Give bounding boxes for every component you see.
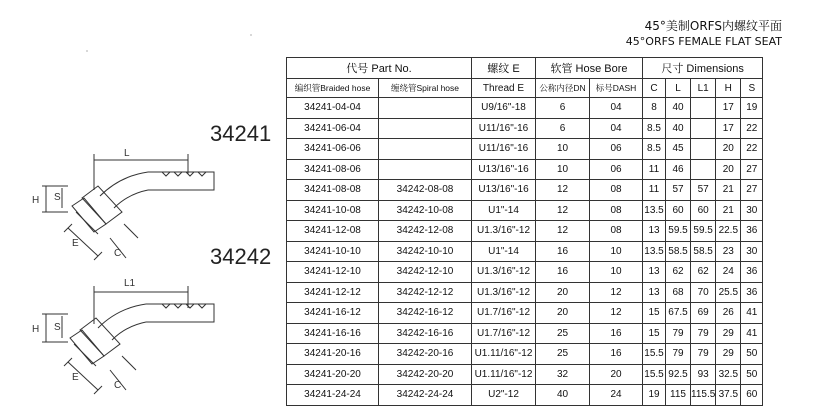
cell-dash: 12 — [590, 282, 643, 303]
cell-braided-part-no: 34241-20-20 — [287, 364, 379, 385]
cell-dash: 08 — [590, 180, 643, 201]
cell-dim-l1: 69 — [691, 303, 716, 324]
cell-dim-s: 36 — [741, 282, 763, 303]
table-row — [287, 241, 763, 262]
cell-thread: U1.7/16"-12 — [472, 323, 536, 344]
header-thread: 螺纹 E — [472, 58, 536, 79]
cell-dash: 08 — [590, 200, 643, 221]
table-row — [287, 159, 763, 180]
cell-dim-l1: 62 — [691, 262, 716, 283]
cell-braided-part-no: 34241-10-10 — [287, 241, 379, 262]
cell-braided-part-no: 34241-04-04 — [287, 98, 379, 119]
cell-dim-c: 8 — [643, 98, 666, 119]
header-braided-hose: 编织管Braided hose — [287, 79, 379, 98]
cell-thread: U2"-12 — [472, 385, 536, 406]
cell-dim-h: 26 — [716, 303, 741, 324]
cell-dim-s: 36 — [741, 262, 763, 283]
cell-spiral-part-no: 34242-12-08 — [379, 221, 472, 242]
cell-dim-l1: 79 — [691, 344, 716, 365]
cell-thread: U1.3/16"-12 — [472, 282, 536, 303]
cell-dim-h: 25.5 — [716, 282, 741, 303]
cell-dn: 12 — [536, 180, 590, 201]
cell-dim-l: 59.5 — [666, 221, 691, 242]
header-dimensions: 尺寸 Dimensions — [643, 58, 763, 79]
cell-dash: 08 — [590, 221, 643, 242]
header-s: S — [741, 79, 763, 98]
cell-thread: U1"-14 — [472, 200, 536, 221]
cell-dim-h: 20 — [716, 159, 741, 180]
cell-dash: 04 — [590, 98, 643, 119]
cell-braided-part-no: 34241-08-06 — [287, 159, 379, 180]
fitting-drawing-34241 — [28, 138, 238, 268]
cell-dim-h: 24 — [716, 262, 741, 283]
cell-dim-l: 62 — [666, 262, 691, 283]
cell-dim-l: 57 — [666, 180, 691, 201]
cell-dn: 10 — [536, 159, 590, 180]
cell-dim-s: 27 — [741, 159, 763, 180]
cell-braided-part-no: 34241-16-12 — [287, 303, 379, 324]
cell-spiral-part-no — [379, 118, 472, 139]
cell-dim-s: 30 — [741, 241, 763, 262]
cell-spiral-part-no — [379, 139, 472, 160]
cell-dim-l: 79 — [666, 323, 691, 344]
cell-dn: 20 — [536, 303, 590, 324]
cell-dn: 10 — [536, 139, 590, 160]
cell-dim-l1: 115.5 — [691, 385, 716, 406]
cell-dash: 04 — [590, 118, 643, 139]
cell-dn: 40 — [536, 385, 590, 406]
cell-dn: 6 — [536, 118, 590, 139]
spec-table — [286, 57, 763, 406]
cell-dn: 12 — [536, 200, 590, 221]
cell-thread: U11/16"-16 — [472, 118, 536, 139]
cell-dim-h: 29 — [716, 344, 741, 365]
title-english: 45°ORFS FEMALE FLAT SEAT — [625, 35, 782, 48]
table-row — [287, 282, 763, 303]
table-row — [287, 323, 763, 344]
cell-dash: 12 — [590, 303, 643, 324]
cell-dim-h: 23 — [716, 241, 741, 262]
header-dash: 标号DASH — [590, 79, 643, 98]
cell-dim-s: 22 — [741, 139, 763, 160]
cell-dn: 25 — [536, 323, 590, 344]
cell-dim-l: 40 — [666, 98, 691, 119]
table-row — [287, 98, 763, 119]
cell-braided-part-no: 34241-12-08 — [287, 221, 379, 242]
cell-dim-l1: 79 — [691, 323, 716, 344]
dim-label-C: C — [114, 248, 122, 259]
dim-label-S: S — [54, 322, 61, 333]
cell-spiral-part-no: 34242-20-20 — [379, 364, 472, 385]
cell-spiral-part-no: 34242-10-08 — [379, 200, 472, 221]
cell-dim-l1: 93 — [691, 364, 716, 385]
dim-label-H: H — [32, 324, 40, 335]
dim-label-C: C — [114, 380, 122, 391]
cell-dim-c: 13.5 — [643, 200, 666, 221]
dim-label-L: L — [124, 148, 130, 159]
cell-dash: 20 — [590, 364, 643, 385]
cell-dash: 16 — [590, 344, 643, 365]
cell-spiral-part-no: 34242-12-12 — [379, 282, 472, 303]
cell-dn: 6 — [536, 98, 590, 119]
part-label-34241: 34241 — [210, 121, 272, 146]
watermark-dot — [86, 50, 88, 52]
cell-dim-h: 22.5 — [716, 221, 741, 242]
dim-label-H: H — [32, 195, 40, 206]
cell-dim-c: 8.5 — [643, 118, 666, 139]
cell-dim-s: 50 — [741, 344, 763, 365]
cell-dim-h: 17 — [716, 118, 741, 139]
table-row — [287, 262, 763, 283]
header-hose-bore: 软管 Hose Bore — [536, 58, 643, 79]
cell-dim-l: 67.5 — [666, 303, 691, 324]
cell-dim-l: 79 — [666, 344, 691, 365]
part-label-34242: 34242 — [210, 244, 272, 269]
cell-dim-s: 30 — [741, 200, 763, 221]
cell-thread: U13/16"-16 — [472, 180, 536, 201]
cell-dim-c: 11 — [643, 180, 666, 201]
cell-braided-part-no: 34241-10-08 — [287, 200, 379, 221]
fitting-drawing-34242 — [28, 272, 238, 402]
cell-dim-c: 19 — [643, 385, 666, 406]
cell-dash: 16 — [590, 323, 643, 344]
cell-braided-part-no: 34241-12-10 — [287, 262, 379, 283]
cell-dim-h: 20 — [716, 139, 741, 160]
header-l: L — [666, 79, 691, 98]
cell-spiral-part-no: 34242-08-08 — [379, 180, 472, 201]
cell-dim-s: 19 — [741, 98, 763, 119]
cell-dim-c: 15 — [643, 323, 666, 344]
cell-dim-l1 — [691, 118, 716, 139]
cell-dim-c: 11 — [643, 159, 666, 180]
cell-dim-s: 27 — [741, 180, 763, 201]
cell-dim-l1 — [691, 98, 716, 119]
cell-thread: U1.3/16"-12 — [472, 221, 536, 242]
cell-dim-l1 — [691, 139, 716, 160]
cell-dim-c: 13.5 — [643, 241, 666, 262]
cell-dim-h: 21 — [716, 180, 741, 201]
cell-thread: U11/16"-16 — [472, 139, 536, 160]
table-row — [287, 180, 763, 201]
cell-thread: U1"-14 — [472, 241, 536, 262]
cell-dn: 16 — [536, 262, 590, 283]
cell-dim-c: 8.5 — [643, 139, 666, 160]
header-h: H — [716, 79, 741, 98]
cell-dn: 16 — [536, 241, 590, 262]
header-spiral-hose: 缠绕管Spiral hose — [379, 79, 472, 98]
cell-dim-l1: 57 — [691, 180, 716, 201]
table-row — [287, 200, 763, 221]
cell-dash: 06 — [590, 159, 643, 180]
cell-thread: U1.11/16"-12 — [472, 364, 536, 385]
cell-dim-l1: 58.5 — [691, 241, 716, 262]
cell-dim-l: 60 — [666, 200, 691, 221]
cell-spiral-part-no: 34242-16-12 — [379, 303, 472, 324]
cell-braided-part-no: 34241-08-08 — [287, 180, 379, 201]
cell-braided-part-no: 34241-16-16 — [287, 323, 379, 344]
cell-dim-s: 60 — [741, 385, 763, 406]
cell-spiral-part-no: 34242-12-10 — [379, 262, 472, 283]
cell-thread: U1.3/16"-12 — [472, 262, 536, 283]
header-dn: 公称内径DN — [536, 79, 590, 98]
cell-spiral-part-no — [379, 159, 472, 180]
cell-thread: U13/16"-16 — [472, 159, 536, 180]
cell-dn: 32 — [536, 364, 590, 385]
cell-dim-s: 41 — [741, 323, 763, 344]
header-part-no: 代号 Part No. — [287, 58, 472, 79]
cell-dim-h: 37.5 — [716, 385, 741, 406]
cell-dim-l1: 60 — [691, 200, 716, 221]
cell-dash: 10 — [590, 262, 643, 283]
cell-dim-h: 17 — [716, 98, 741, 119]
cell-dim-l: 115 — [666, 385, 691, 406]
header-c: C — [643, 79, 666, 98]
cell-dim-s: 50 — [741, 364, 763, 385]
table-row — [287, 344, 763, 365]
cell-dn: 12 — [536, 221, 590, 242]
cell-dim-l1: 70 — [691, 282, 716, 303]
cell-spiral-part-no: 34242-20-16 — [379, 344, 472, 365]
watermark-dot — [250, 34, 252, 36]
table-row — [287, 221, 763, 242]
cell-dim-c: 15.5 — [643, 344, 666, 365]
cell-dim-s: 22 — [741, 118, 763, 139]
cell-dim-h: 32.5 — [716, 364, 741, 385]
table-sub-header-row — [287, 79, 763, 98]
cell-dim-l: 40 — [666, 118, 691, 139]
cell-dn: 20 — [536, 282, 590, 303]
cell-dim-c: 13 — [643, 262, 666, 283]
cell-spiral-part-no: 34242-16-16 — [379, 323, 472, 344]
cell-dim-h: 21 — [716, 200, 741, 221]
cell-dim-l1: 59.5 — [691, 221, 716, 242]
cell-braided-part-no: 34241-20-16 — [287, 344, 379, 365]
page-title-block — [626, 18, 782, 50]
cell-braided-part-no: 34241-06-04 — [287, 118, 379, 139]
cell-dash: 10 — [590, 241, 643, 262]
cell-dim-c: 15 — [643, 303, 666, 324]
cell-spiral-part-no: 34242-10-10 — [379, 241, 472, 262]
dim-label-E: E — [72, 372, 79, 383]
cell-thread: U1.7/16"-12 — [472, 303, 536, 324]
cell-dim-l: 92.5 — [666, 364, 691, 385]
cell-dim-s: 36 — [741, 221, 763, 242]
cell-dash: 24 — [590, 385, 643, 406]
header-thread-e: Thread E — [472, 79, 536, 98]
dim-label-L1: L1 — [124, 278, 136, 289]
cell-dim-h: 29 — [716, 323, 741, 344]
header-l1: L1 — [691, 79, 716, 98]
cell-spiral-part-no — [379, 98, 472, 119]
cell-dn: 25 — [536, 344, 590, 365]
cell-dash: 06 — [590, 139, 643, 160]
cell-dim-l: 46 — [666, 159, 691, 180]
table-group-header-row — [287, 58, 763, 79]
cell-braided-part-no: 34241-24-24 — [287, 385, 379, 406]
cell-dim-l1 — [691, 159, 716, 180]
cell-dim-l: 45 — [666, 139, 691, 160]
table-row — [287, 139, 763, 160]
cell-dim-l: 68 — [666, 282, 691, 303]
cell-thread: U1.11/16"-12 — [472, 344, 536, 365]
cell-dim-l: 58.5 — [666, 241, 691, 262]
cell-dim-c: 13 — [643, 282, 666, 303]
spec-table-body — [287, 98, 763, 406]
title-chinese: 45°美制ORFS内螺纹平面 — [644, 19, 782, 33]
table-row — [287, 118, 763, 139]
cell-braided-part-no: 34241-12-12 — [287, 282, 379, 303]
cell-dim-s: 41 — [741, 303, 763, 324]
table-row — [287, 364, 763, 385]
cell-spiral-part-no: 34242-24-24 — [379, 385, 472, 406]
cell-dim-c: 15.5 — [643, 364, 666, 385]
table-row — [287, 385, 763, 406]
dim-label-S: S — [54, 192, 61, 203]
cell-braided-part-no: 34241-06-06 — [287, 139, 379, 160]
table-row — [287, 303, 763, 324]
cell-thread: U9/16"-18 — [472, 98, 536, 119]
cell-dim-c: 13 — [643, 221, 666, 242]
dim-label-E: E — [72, 238, 79, 249]
